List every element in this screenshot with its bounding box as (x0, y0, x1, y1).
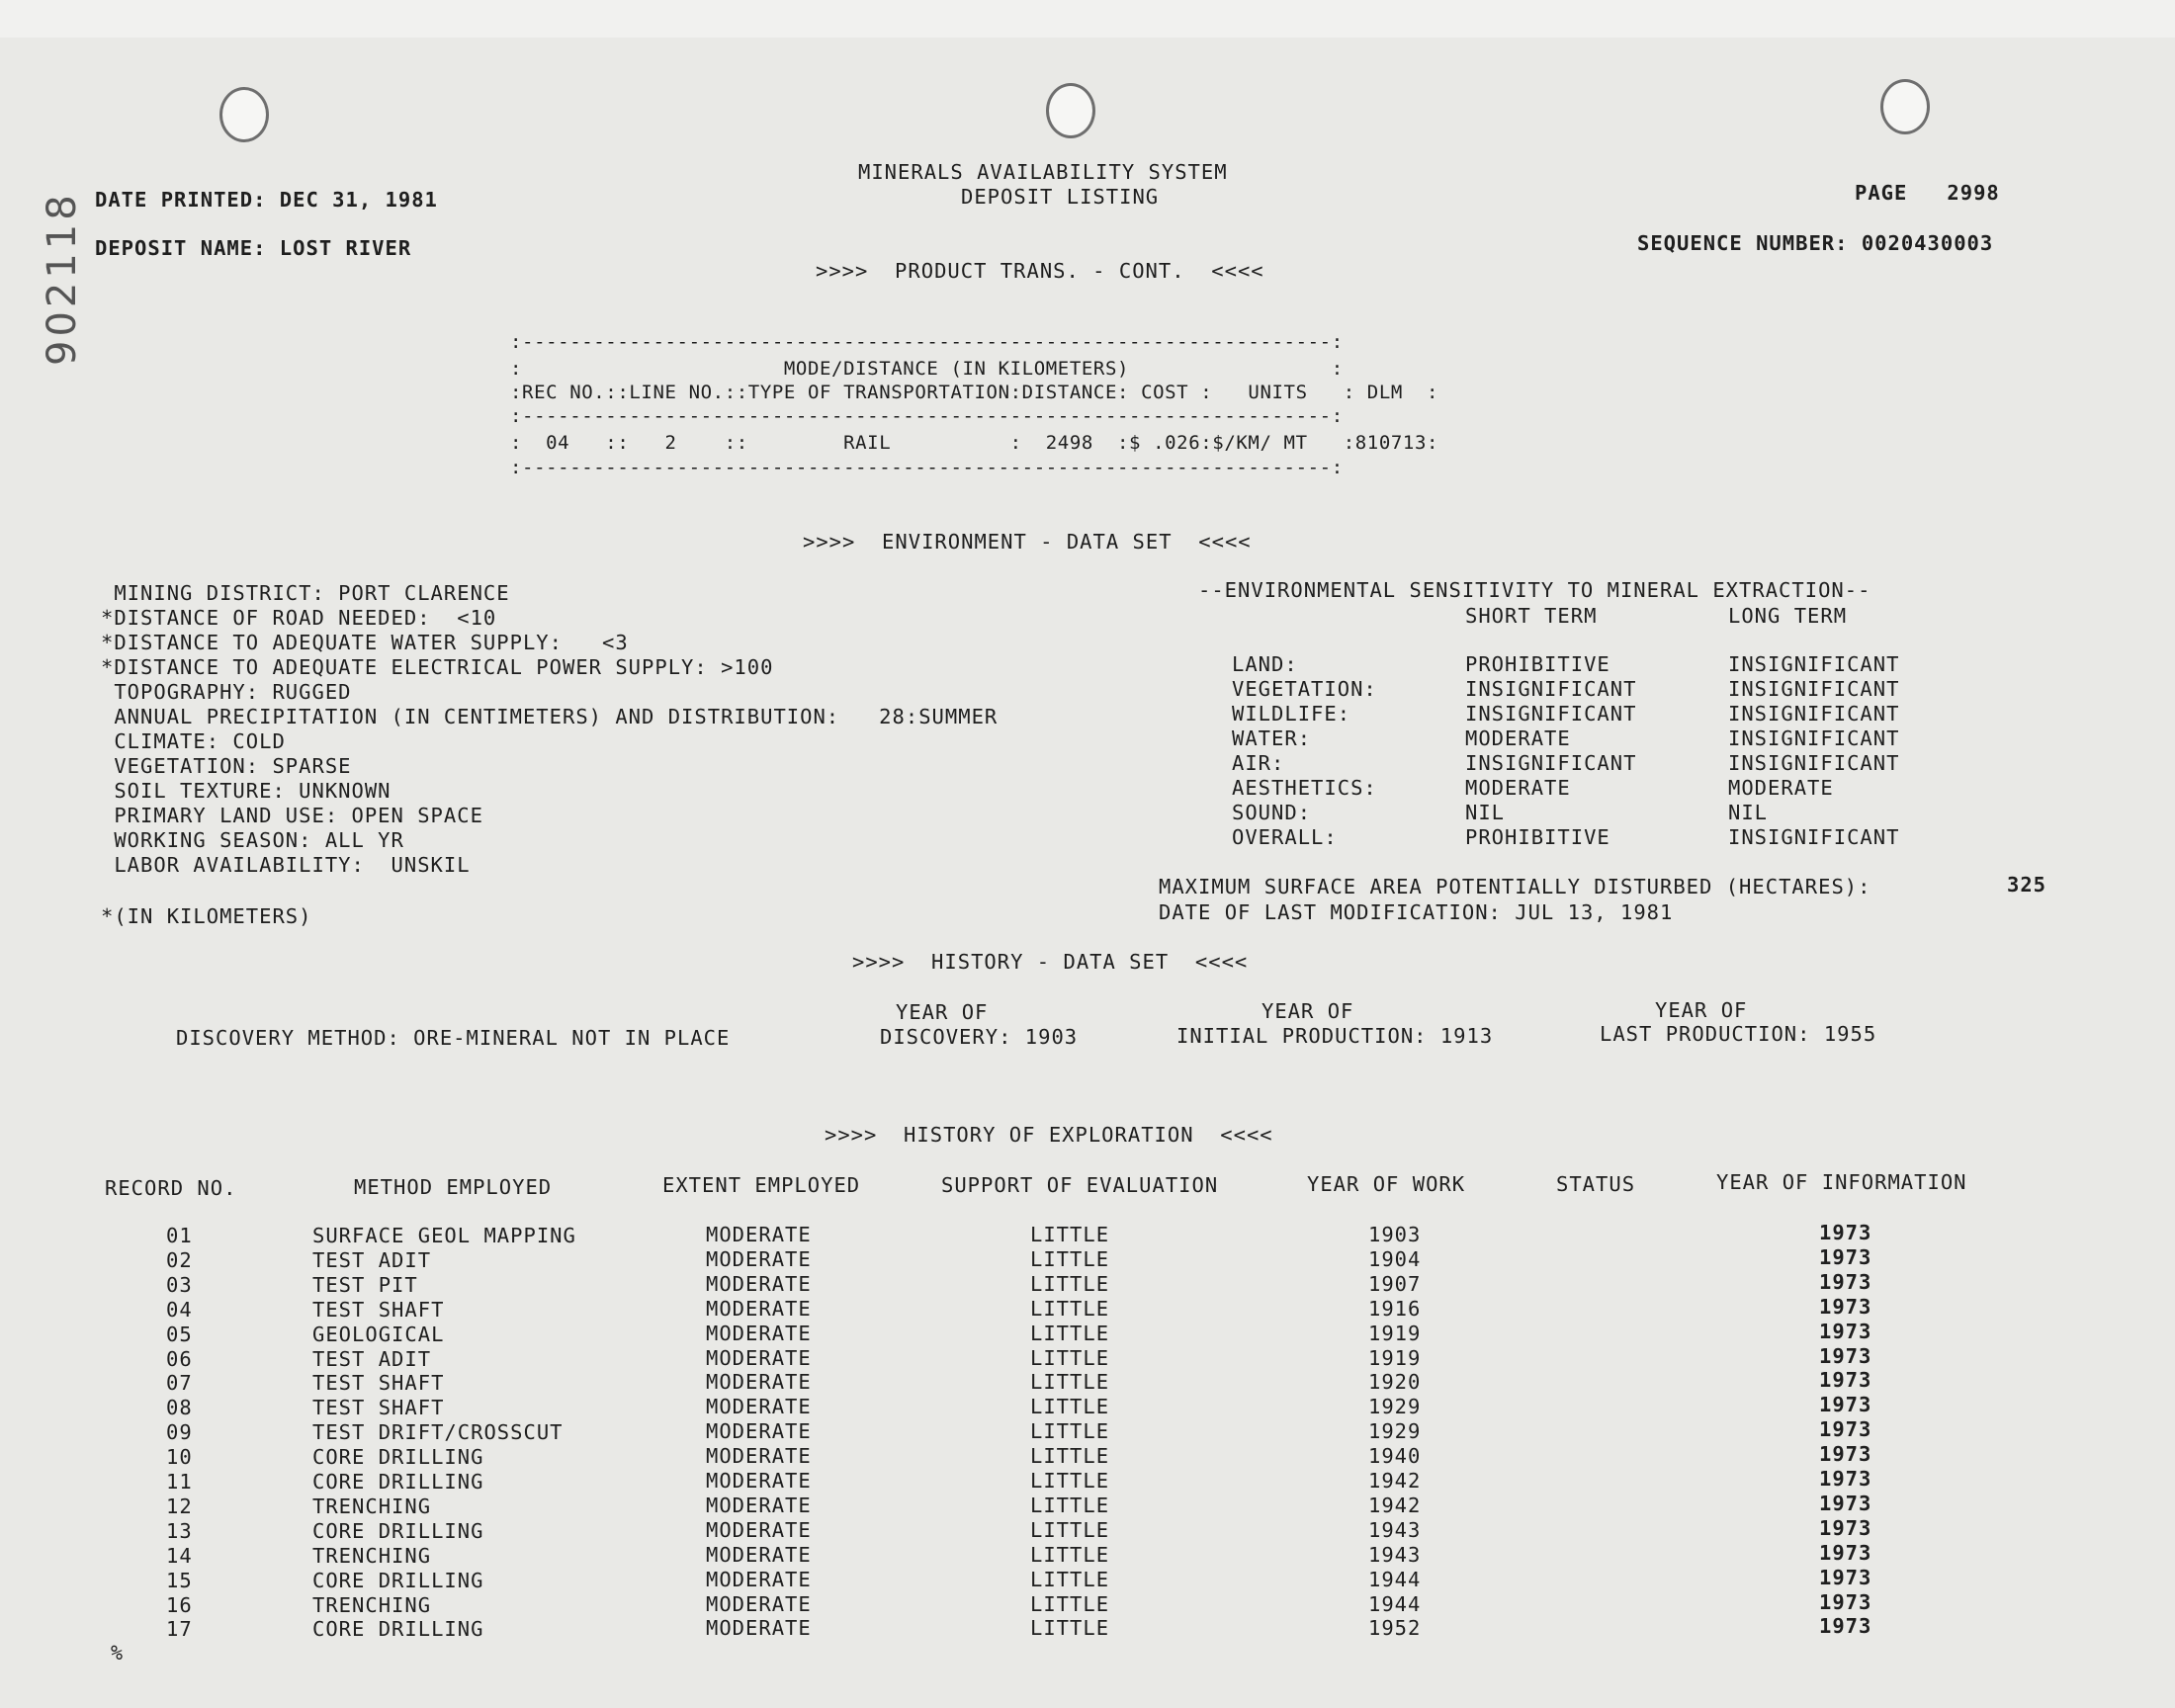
section-product-trans: >>>> PRODUCT TRANS. - CONT. <<<< (816, 259, 1264, 283)
env-line: PRIMARY LAND USE: OPEN SPACE (101, 804, 483, 827)
sensitivity-long: INSIGNIFICANT (1728, 751, 1900, 775)
listing-title: DEPOSIT LISTING (961, 185, 1160, 209)
year-of-information: 1973 (1819, 1244, 1872, 1269)
year-of-work: 1943 (1368, 1517, 1422, 1542)
year-of-information: 1973 (1819, 1319, 1872, 1343)
year-of-work: 1944 (1368, 1591, 1422, 1616)
col-header-year-info: YEAR OF INFORMATION (1716, 1170, 1967, 1194)
last-modification: DATE OF LAST MODIFICATION: JUL 13, 1981 (1159, 900, 1674, 924)
year-of-information: 1973 (1819, 1343, 1872, 1368)
year-of-information: 1973 (1819, 1368, 1872, 1393)
record-no: 14 (166, 1543, 193, 1568)
method-employed: TRENCHING (312, 1494, 432, 1518)
method-employed: TRENCHING (312, 1592, 432, 1617)
year-of-discovery: DISCOVERY: 1903 (880, 1025, 1079, 1049)
year-of-work: 1903 (1368, 1223, 1422, 1246)
year-of-information: 1973 (1819, 1442, 1872, 1467)
method-employed: TEST PIT (312, 1272, 418, 1297)
max-area-value: 325 (2007, 873, 2047, 897)
extent-employed: MODERATE (706, 1345, 812, 1370)
extent-employed: MODERATE (706, 1493, 812, 1517)
year-of-information: 1973 (1819, 1269, 1872, 1294)
extent-employed: MODERATE (706, 1296, 812, 1321)
year-of-information: 1973 (1819, 1393, 1872, 1417)
env-line: VEGETATION: SPARSE (101, 754, 352, 778)
extent-employed: MODERATE (706, 1271, 812, 1296)
deposit-name: DEPOSIT NAME: LOST RIVER (95, 236, 412, 260)
year-of-work: 1944 (1368, 1567, 1422, 1591)
year-of-information: 1973 (1819, 1467, 1872, 1491)
sensitivity-long: INSIGNIFICANT (1728, 702, 1900, 726)
sensitivity-long: INSIGNIFICANT (1728, 726, 1900, 750)
support-of-evaluation: LITTLE (1030, 1469, 1110, 1493)
method-employed: TEST ADIT (312, 1247, 432, 1272)
extent-employed: MODERATE (706, 1517, 812, 1542)
support-of-evaluation: LITTLE (1030, 1493, 1110, 1517)
sensitivity-factor: OVERALL: (1232, 825, 1338, 849)
max-area-label: MAXIMUM SURFACE AREA POTENTIALLY DISTURBED (HECTARES): (1159, 875, 1871, 898)
sensitivity-factor: LAND: (1232, 652, 1298, 676)
support-of-evaluation: LITTLE (1030, 1419, 1110, 1444)
extent-employed: MODERATE (706, 1591, 812, 1616)
transport-table-rule: :--------------------------------------------------------------------: (510, 405, 1344, 427)
sensitivity-factor: WILDLIFE: (1232, 702, 1351, 726)
record-no: 04 (166, 1297, 193, 1322)
date-printed: DATE PRINTED: DEC 31, 1981 (95, 188, 438, 212)
sensitivity-factor: SOUND: (1232, 801, 1312, 824)
record-no: 07 (166, 1371, 193, 1396)
punch-hole-left (219, 87, 269, 142)
sensitivity-long: MODERATE (1728, 776, 1834, 800)
year-of-work: 1920 (1368, 1370, 1422, 1395)
col-header-extent: EXTENT EMPLOYED (662, 1173, 861, 1197)
support-of-evaluation: LITTLE (1030, 1444, 1110, 1469)
env-line: *DISTANCE OF ROAD NEEDED: <10 (101, 606, 497, 630)
method-employed: CORE DRILLING (312, 1445, 484, 1470)
extent-employed: MODERATE (706, 1419, 812, 1444)
sensitivity-short: MODERATE (1465, 776, 1571, 800)
support-of-evaluation: LITTLE (1030, 1395, 1110, 1419)
short-term-header: SHORT TERM (1465, 604, 1598, 628)
year-of-work: 1940 (1368, 1444, 1422, 1469)
sensitivity-long: INSIGNIFICANT (1728, 677, 1900, 701)
year-of-information: 1973 (1819, 1589, 1872, 1614)
initial-production: INITIAL PRODUCTION: 1913 (1176, 1024, 1494, 1048)
col-header-status: STATUS (1556, 1172, 1636, 1196)
year-of-information: 1973 (1819, 1221, 1872, 1244)
year-of-work: 1916 (1368, 1296, 1422, 1321)
extent-employed: MODERATE (706, 1444, 812, 1469)
record-no: 12 (166, 1494, 193, 1518)
method-employed: CORE DRILLING (312, 1617, 484, 1642)
record-no: 08 (166, 1396, 193, 1420)
record-no: 13 (166, 1518, 193, 1543)
method-employed: TEST SHAFT (312, 1297, 445, 1322)
file-stamp: 902118 (40, 191, 85, 366)
year-of-work: 1943 (1368, 1542, 1422, 1567)
record-no: 11 (166, 1470, 193, 1494)
discovery-method: DISCOVERY METHOD: ORE-MINERAL NOT IN PLACE (176, 1026, 731, 1050)
transport-table-title: : MODE/DISTANCE (IN KILOMETERS) : (510, 358, 1344, 380)
record-no: 03 (166, 1272, 193, 1297)
year-of-information: 1973 (1819, 1540, 1872, 1565)
support-of-evaluation: LITTLE (1030, 1246, 1110, 1271)
record-no: 09 (166, 1420, 193, 1445)
method-employed: CORE DRILLING (312, 1568, 484, 1592)
env-line: *DISTANCE TO ADEQUATE ELECTRICAL POWER SUPPLY: >100 (101, 655, 774, 679)
system-title: MINERALS AVAILABILITY SYSTEM (858, 160, 1228, 184)
sensitivity-factor: AESTHETICS: (1232, 776, 1377, 800)
sensitivity-title: --ENVIRONMENTAL SENSITIVITY TO MINERAL EXTRACTION-- (1198, 578, 1871, 602)
env-line: WORKING SEASON: ALL YR (101, 828, 404, 852)
last-production: LAST PRODUCTION: 1955 (1600, 1022, 1877, 1046)
sensitivity-factor: WATER: (1232, 726, 1312, 750)
extent-employed: MODERATE (706, 1542, 812, 1567)
extent-employed: MODERATE (706, 1469, 812, 1493)
env-footnote: *(IN KILOMETERS) (101, 904, 312, 928)
support-of-evaluation: LITTLE (1030, 1542, 1110, 1567)
section-history: >>>> HISTORY - DATA SET <<<< (852, 950, 1249, 974)
year-of-work: 1942 (1368, 1469, 1422, 1493)
method-employed: CORE DRILLING (312, 1518, 484, 1543)
support-of-evaluation: LITTLE (1030, 1370, 1110, 1395)
year-of-label: YEAR OF (1262, 999, 1354, 1023)
section-exploration: >>>> HISTORY OF EXPLORATION <<<< (825, 1123, 1273, 1147)
method-employed: TEST ADIT (312, 1346, 432, 1371)
env-line: CLIMATE: COLD (101, 729, 286, 753)
sensitivity-short: MODERATE (1465, 726, 1571, 750)
year-of-information: 1973 (1819, 1417, 1872, 1442)
sensitivity-short: INSIGNIFICANT (1465, 702, 1637, 726)
col-header-year-work: YEAR OF WORK (1307, 1172, 1466, 1196)
extent-employed: MODERATE (706, 1321, 812, 1345)
transport-table-rule: :--------------------------------------------------------------------: (510, 457, 1344, 478)
method-employed: TRENCHING (312, 1543, 432, 1568)
record-no: 06 (166, 1346, 193, 1371)
support-of-evaluation: LITTLE (1030, 1591, 1110, 1616)
sensitivity-short: INSIGNIFICANT (1465, 751, 1637, 775)
env-line: TOPOGRAPHY: RUGGED (101, 680, 352, 704)
support-of-evaluation: LITTLE (1030, 1321, 1110, 1345)
end-mark: % (111, 1641, 124, 1665)
year-of-work: 1952 (1368, 1616, 1422, 1641)
env-line: *DISTANCE TO ADEQUATE WATER SUPPLY: <3 (101, 631, 629, 654)
year-of-work: 1929 (1368, 1419, 1422, 1444)
page-number: PAGE 2998 (1855, 181, 2000, 205)
year-of-information: 1973 (1819, 1614, 1872, 1639)
year-of-information: 1973 (1819, 1565, 1872, 1589)
year-of-work: 1942 (1368, 1493, 1422, 1517)
record-no: 10 (166, 1445, 193, 1470)
sensitivity-factor: AIR: (1232, 751, 1285, 775)
support-of-evaluation: LITTLE (1030, 1345, 1110, 1370)
env-line: LABOR AVAILABILITY: UNSKIL (101, 853, 471, 877)
transport-table-row: : 04 :: 2 :: RAIL : 2498 :$ .026:$/KM/ MT :810713: (510, 432, 1439, 454)
method-employed: SURFACE GEOL MAPPING (312, 1224, 576, 1247)
record-no: 16 (166, 1592, 193, 1617)
env-line: MINING DISTRICT: PORT CLARENCE (101, 581, 510, 605)
support-of-evaluation: LITTLE (1030, 1296, 1110, 1321)
transport-table-header: :REC NO.::LINE NO.::TYPE OF TRANSPORTATION:DISTANCE: COST : UNITS : DLM : (510, 382, 1439, 403)
record-no: 01 (166, 1224, 193, 1247)
extent-employed: MODERATE (706, 1616, 812, 1641)
sensitivity-short: PROHIBITIVE (1465, 825, 1610, 849)
extent-employed: MODERATE (706, 1246, 812, 1271)
method-employed: TEST SHAFT (312, 1396, 445, 1420)
sensitivity-long: NIL (1728, 801, 1769, 824)
extent-employed: MODERATE (706, 1223, 812, 1246)
extent-employed: MODERATE (706, 1395, 812, 1419)
support-of-evaluation: LITTLE (1030, 1271, 1110, 1296)
sensitivity-short: INSIGNIFICANT (1465, 677, 1637, 701)
extent-employed: MODERATE (706, 1567, 812, 1591)
record-no: 02 (166, 1247, 193, 1272)
support-of-evaluation: LITTLE (1030, 1517, 1110, 1542)
sequence-number: SEQUENCE NUMBER: 0020430003 (1637, 231, 1994, 255)
year-of-information: 1973 (1819, 1515, 1872, 1540)
extent-employed: MODERATE (706, 1370, 812, 1395)
col-header-method: METHOD EMPLOYED (354, 1175, 553, 1199)
year-of-work: 1929 (1368, 1395, 1422, 1419)
support-of-evaluation: LITTLE (1030, 1567, 1110, 1591)
method-employed: TEST DRIFT/CROSSCUT (312, 1420, 564, 1445)
year-of-label: YEAR OF (1655, 998, 1748, 1022)
year-of-work: 1919 (1368, 1321, 1422, 1345)
support-of-evaluation: LITTLE (1030, 1223, 1110, 1246)
year-of-information: 1973 (1819, 1491, 1872, 1515)
support-of-evaluation: LITTLE (1030, 1616, 1110, 1641)
section-environment: >>>> ENVIRONMENT - DATA SET <<<< (803, 530, 1252, 554)
record-no: 17 (166, 1617, 193, 1642)
punch-hole-right (1880, 79, 1930, 134)
year-of-work: 1904 (1368, 1246, 1422, 1271)
col-header-support: SUPPORT OF EVALUATION (941, 1173, 1219, 1197)
record-no: 15 (166, 1568, 193, 1592)
method-employed: TEST SHAFT (312, 1371, 445, 1396)
method-employed: CORE DRILLING (312, 1470, 484, 1494)
long-term-header: LONG TERM (1728, 604, 1848, 628)
year-of-work: 1919 (1368, 1345, 1422, 1370)
sensitivity-short: NIL (1465, 801, 1506, 824)
sensitivity-long: INSIGNIFICANT (1728, 825, 1900, 849)
method-employed: GEOLOGICAL (312, 1322, 445, 1346)
env-line: SOIL TEXTURE: UNKNOWN (101, 779, 392, 803)
record-no: 05 (166, 1322, 193, 1346)
punch-hole-center (1046, 83, 1095, 138)
col-header-record: RECORD NO. (105, 1176, 237, 1200)
year-of-information: 1973 (1819, 1294, 1872, 1319)
sensitivity-long: INSIGNIFICANT (1728, 652, 1900, 676)
sensitivity-short: PROHIBITIVE (1465, 652, 1610, 676)
env-line: ANNUAL PRECIPITATION (IN CENTIMETERS) AND DISTRIBUTION: 28:SUMMER (101, 705, 999, 728)
sensitivity-factor: VEGETATION: (1232, 677, 1377, 701)
year-of-label: YEAR OF (896, 1000, 989, 1024)
year-of-work: 1907 (1368, 1271, 1422, 1296)
transport-table-rule: :--------------------------------------------------------------------: (510, 331, 1344, 353)
